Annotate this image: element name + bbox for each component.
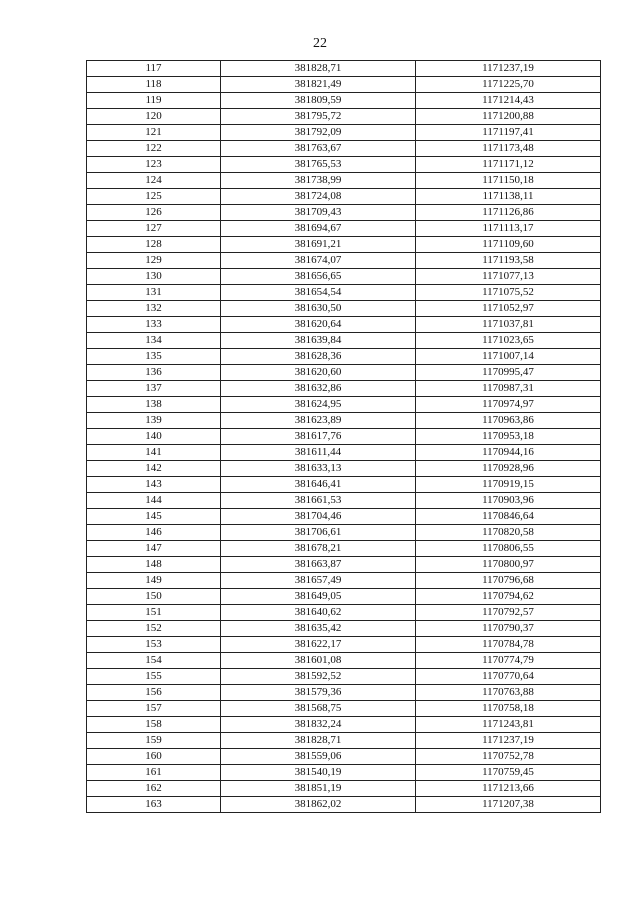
y-coordinate-cell: 1171077,13: [416, 269, 601, 285]
y-coordinate-cell: 1171052,97: [416, 301, 601, 317]
y-coordinate-cell: 1170919,15: [416, 477, 601, 493]
y-coordinate-cell: 1170763,88: [416, 685, 601, 701]
x-coordinate-cell: 381724,08: [221, 189, 416, 205]
point-number-cell: 131: [87, 285, 221, 301]
y-coordinate-cell: 1170820,58: [416, 525, 601, 541]
point-number-cell: 161: [87, 765, 221, 781]
table-row: [87, 557, 601, 573]
point-number-cell: 140: [87, 429, 221, 445]
y-coordinate-cell: 1170928,96: [416, 461, 601, 477]
table-row: [87, 173, 601, 189]
y-coordinate-cell: 1171138,11: [416, 189, 601, 205]
point-number-cell: 124: [87, 173, 221, 189]
y-coordinate-cell: 1170800,97: [416, 557, 601, 573]
point-number-cell: 154: [87, 653, 221, 669]
table-row: [87, 701, 601, 717]
table-row: [87, 109, 601, 125]
y-coordinate-cell: 1170770,64: [416, 669, 601, 685]
point-number-cell: 129: [87, 253, 221, 269]
table-row: [87, 717, 601, 733]
point-number-cell: 138: [87, 397, 221, 413]
table-row: [87, 573, 601, 589]
y-coordinate-cell: 1171237,19: [416, 61, 601, 77]
y-coordinate-cell: 1170987,31: [416, 381, 601, 397]
point-number-cell: 156: [87, 685, 221, 701]
x-coordinate-cell: 381617,76: [221, 429, 416, 445]
y-coordinate-cell: 1171193,58: [416, 253, 601, 269]
x-coordinate-cell: 381832,24: [221, 717, 416, 733]
table-row: [87, 221, 601, 237]
point-number-cell: 127: [87, 221, 221, 237]
x-coordinate-cell: 381632,86: [221, 381, 416, 397]
point-number-cell: 149: [87, 573, 221, 589]
table-row: [87, 797, 601, 813]
point-number-cell: 117: [87, 61, 221, 77]
x-coordinate-cell: 381763,67: [221, 141, 416, 157]
x-coordinate-cell: 381821,49: [221, 77, 416, 93]
point-number-cell: 125: [87, 189, 221, 205]
y-coordinate-cell: 1170846,64: [416, 509, 601, 525]
y-coordinate-cell: 1170794,62: [416, 589, 601, 605]
table-row: [87, 365, 601, 381]
x-coordinate-cell: 381661,53: [221, 493, 416, 509]
table-row: [87, 589, 601, 605]
x-coordinate-cell: 381765,53: [221, 157, 416, 173]
y-coordinate-cell: 1171126,86: [416, 205, 601, 221]
table-row: [87, 541, 601, 557]
table-row: [87, 461, 601, 477]
y-coordinate-cell: 1171237,19: [416, 733, 601, 749]
table-row: [87, 349, 601, 365]
y-coordinate-cell: 1171213,66: [416, 781, 601, 797]
y-coordinate-cell: 1170752,78: [416, 749, 601, 765]
table-row: [87, 637, 601, 653]
y-coordinate-cell: 1171007,14: [416, 349, 601, 365]
x-coordinate-cell: 381704,46: [221, 509, 416, 525]
point-number-cell: 160: [87, 749, 221, 765]
x-coordinate-cell: 381611,44: [221, 445, 416, 461]
point-number-cell: 141: [87, 445, 221, 461]
point-number-cell: 128: [87, 237, 221, 253]
y-coordinate-cell: 1170963,86: [416, 413, 601, 429]
x-coordinate-cell: 381694,67: [221, 221, 416, 237]
table-row: [87, 669, 601, 685]
table-row: [87, 61, 601, 77]
x-coordinate-cell: 381592,52: [221, 669, 416, 685]
point-number-cell: 151: [87, 605, 221, 621]
point-number-cell: 122: [87, 141, 221, 157]
table-row: [87, 749, 601, 765]
point-number-cell: 126: [87, 205, 221, 221]
x-coordinate-cell: 381633,13: [221, 461, 416, 477]
point-number-cell: 139: [87, 413, 221, 429]
point-number-cell: 150: [87, 589, 221, 605]
table-row: [87, 77, 601, 93]
table-row: [87, 445, 601, 461]
x-coordinate-cell: 381828,71: [221, 733, 416, 749]
x-coordinate-cell: 381628,36: [221, 349, 416, 365]
y-coordinate-cell: 1170953,18: [416, 429, 601, 445]
point-number-cell: 145: [87, 509, 221, 525]
table-row: [87, 237, 601, 253]
table-row: [87, 141, 601, 157]
y-coordinate-cell: 1170806,55: [416, 541, 601, 557]
x-coordinate-cell: 381654,54: [221, 285, 416, 301]
table-row: [87, 477, 601, 493]
point-number-cell: 146: [87, 525, 221, 541]
point-number-cell: 130: [87, 269, 221, 285]
table-row: [87, 301, 601, 317]
point-number-cell: 144: [87, 493, 221, 509]
point-number-cell: 137: [87, 381, 221, 397]
x-coordinate-cell: 381620,64: [221, 317, 416, 333]
x-coordinate-cell: 381795,72: [221, 109, 416, 125]
point-number-cell: 162: [87, 781, 221, 797]
table-row: [87, 397, 601, 413]
y-coordinate-cell: 1170759,45: [416, 765, 601, 781]
y-coordinate-cell: 1171200,88: [416, 109, 601, 125]
x-coordinate-cell: 381646,41: [221, 477, 416, 493]
table-row: [87, 493, 601, 509]
point-number-cell: 157: [87, 701, 221, 717]
x-coordinate-cell: 381691,21: [221, 237, 416, 253]
table-row: [87, 93, 601, 109]
y-coordinate-cell: 1171171,12: [416, 157, 601, 173]
table-row: [87, 381, 601, 397]
x-coordinate-cell: 381622,17: [221, 637, 416, 653]
table-row: [87, 413, 601, 429]
x-coordinate-cell: 381630,50: [221, 301, 416, 317]
x-coordinate-cell: 381657,49: [221, 573, 416, 589]
point-number-cell: 142: [87, 461, 221, 477]
point-number-cell: 163: [87, 797, 221, 813]
table-row: [87, 733, 601, 749]
table-row: [87, 653, 601, 669]
point-number-cell: 134: [87, 333, 221, 349]
point-number-cell: 153: [87, 637, 221, 653]
y-coordinate-cell: 1171023,65: [416, 333, 601, 349]
x-coordinate-cell: 381559,06: [221, 749, 416, 765]
y-coordinate-cell: 1171207,38: [416, 797, 601, 813]
point-number-cell: 133: [87, 317, 221, 333]
table-row: [87, 333, 601, 349]
y-coordinate-cell: 1171197,41: [416, 125, 601, 141]
page-number: 22: [313, 36, 327, 51]
point-number-cell: 119: [87, 93, 221, 109]
x-coordinate-cell: 381624,95: [221, 397, 416, 413]
y-coordinate-cell: 1170784,78: [416, 637, 601, 653]
table-row: [87, 269, 601, 285]
x-coordinate-cell: 381656,65: [221, 269, 416, 285]
table-row: [87, 605, 601, 621]
x-coordinate-cell: 381635,42: [221, 621, 416, 637]
y-coordinate-cell: 1170792,57: [416, 605, 601, 621]
point-number-cell: 135: [87, 349, 221, 365]
point-number-cell: 123: [87, 157, 221, 173]
point-number-cell: 159: [87, 733, 221, 749]
x-coordinate-cell: 381640,62: [221, 605, 416, 621]
table-row: [87, 509, 601, 525]
y-coordinate-cell: 1170974,97: [416, 397, 601, 413]
x-coordinate-cell: 381706,61: [221, 525, 416, 541]
y-coordinate-cell: 1170995,47: [416, 365, 601, 381]
y-coordinate-cell: 1171225,70: [416, 77, 601, 93]
x-coordinate-cell: 381851,19: [221, 781, 416, 797]
y-coordinate-cell: 1171109,60: [416, 237, 601, 253]
point-number-cell: 155: [87, 669, 221, 685]
table-row: [87, 685, 601, 701]
y-coordinate-cell: 1170790,37: [416, 621, 601, 637]
x-coordinate-cell: 381792,09: [221, 125, 416, 141]
table-row: [87, 205, 601, 221]
table-row: [87, 781, 601, 797]
x-coordinate-cell: 381620,60: [221, 365, 416, 381]
table-row: [87, 317, 601, 333]
x-coordinate-cell: 381809,59: [221, 93, 416, 109]
x-coordinate-cell: 381568,75: [221, 701, 416, 717]
x-coordinate-cell: 381623,89: [221, 413, 416, 429]
y-coordinate-cell: 1171243,81: [416, 717, 601, 733]
x-coordinate-cell: 381601,08: [221, 653, 416, 669]
x-coordinate-cell: 381674,07: [221, 253, 416, 269]
y-coordinate-cell: 1170774,79: [416, 653, 601, 669]
point-number-cell: 121: [87, 125, 221, 141]
y-coordinate-cell: 1171113,17: [416, 221, 601, 237]
point-number-cell: 120: [87, 109, 221, 125]
x-coordinate-cell: 381649,05: [221, 589, 416, 605]
x-coordinate-cell: 381709,43: [221, 205, 416, 221]
table-row: [87, 621, 601, 637]
table-row: [87, 125, 601, 141]
coordinates-table-body: [87, 61, 601, 813]
x-coordinate-cell: 381828,71: [221, 61, 416, 77]
y-coordinate-cell: 1170944,16: [416, 445, 601, 461]
y-coordinate-cell: 1170903,96: [416, 493, 601, 509]
x-coordinate-cell: 381678,21: [221, 541, 416, 557]
coordinates-table: [86, 60, 601, 813]
table-row: [87, 285, 601, 301]
table-row: [87, 189, 601, 205]
y-coordinate-cell: 1170758,18: [416, 701, 601, 717]
point-number-cell: 148: [87, 557, 221, 573]
y-coordinate-cell: 1171173,48: [416, 141, 601, 157]
x-coordinate-cell: 381540,19: [221, 765, 416, 781]
table-row: [87, 429, 601, 445]
point-number-cell: 118: [87, 77, 221, 93]
table-row: [87, 253, 601, 269]
y-coordinate-cell: 1171150,18: [416, 173, 601, 189]
table-row: [87, 765, 601, 781]
y-coordinate-cell: 1170796,68: [416, 573, 601, 589]
y-coordinate-cell: 1171037,81: [416, 317, 601, 333]
x-coordinate-cell: 381663,87: [221, 557, 416, 573]
x-coordinate-cell: 381862,02: [221, 797, 416, 813]
point-number-cell: 136: [87, 365, 221, 381]
table-row: [87, 525, 601, 541]
point-number-cell: 152: [87, 621, 221, 637]
x-coordinate-cell: 381579,36: [221, 685, 416, 701]
table-row: [87, 157, 601, 173]
point-number-cell: 132: [87, 301, 221, 317]
point-number-cell: 147: [87, 541, 221, 557]
point-number-cell: 158: [87, 717, 221, 733]
point-number-cell: 143: [87, 477, 221, 493]
x-coordinate-cell: 381738,99: [221, 173, 416, 189]
y-coordinate-cell: 1171214,43: [416, 93, 601, 109]
x-coordinate-cell: 381639,84: [221, 333, 416, 349]
y-coordinate-cell: 1171075,52: [416, 285, 601, 301]
